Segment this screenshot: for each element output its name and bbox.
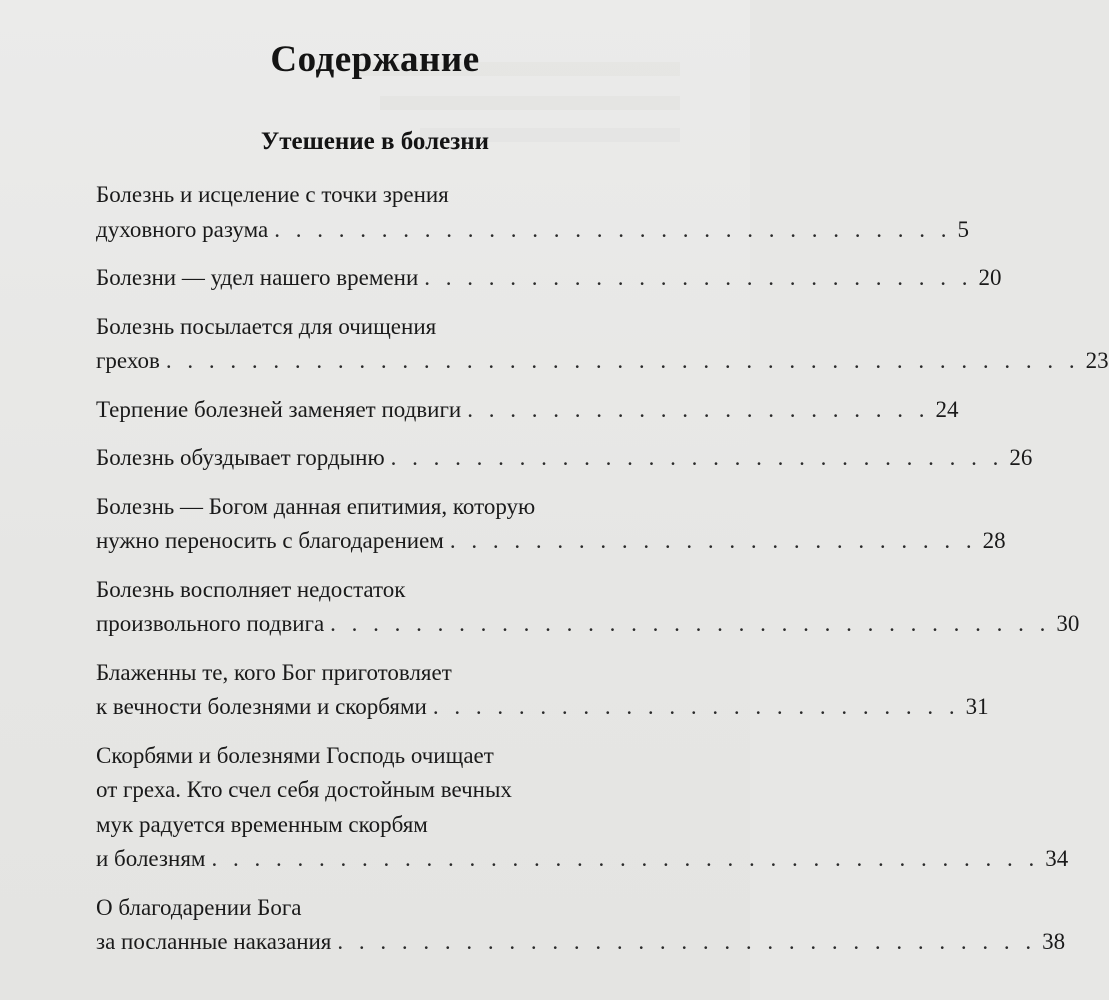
toc-entry-text: произвольного подвига — [96, 611, 325, 636]
toc-dot-leader: . . . . . . . . . . . . . . . . . . . . . . . . . . . . . . . . . . . . . . . — [211, 846, 1040, 871]
toc-entry-text: за посланные наказания — [96, 929, 332, 954]
toc-entry-line: Болезнь восполняет недостаток — [96, 576, 406, 602]
toc-entry[interactable] — [96, 573, 1080, 642]
toc-entry[interactable] — [96, 656, 989, 725]
toc-entry[interactable] — [96, 891, 1066, 960]
toc-entry-line: Скорбями и болезнями Господь очищает — [96, 742, 494, 768]
toc-dot-leader: . . . . . . . . . . . . . . . . . . . . . . — [467, 396, 930, 422]
toc-page-number: 26 — [1009, 445, 1033, 470]
toc-page-number: 34 — [1045, 846, 1069, 871]
toc-entry-line: от греха. Кто счел себя достойным вечных — [96, 777, 512, 802]
toc-entry-text: и болезням — [96, 846, 206, 871]
toc-dot-leader: . . . . . . . . . . . . . . . . . . . . . . . . . . . . . . . . . . . . . . . . . . . — [165, 348, 1080, 373]
toc-page-number: 28 — [982, 528, 1006, 553]
section-title: Утешение в болезни — [260, 128, 490, 155]
toc-entry-text: Терпение болезней заменяет подвиги — [96, 396, 462, 422]
toc-dot-leader: . . . . . . . . . . . . . . . . . . . . . . . . . — [432, 694, 960, 719]
toc-entry-text: Болезнь обуздывает гордыню — [96, 445, 385, 470]
toc-dot-leader: . . . . . . . . . . . . . . . . . . . . . . . . . . — [424, 265, 973, 290]
toc-entry-text: духовного разума — [96, 216, 269, 242]
bleed-through-decoration — [380, 96, 680, 110]
toc-entry[interactable] — [96, 441, 1033, 476]
toc-page-number: 5 — [957, 216, 969, 242]
toc-page-number: 38 — [1042, 929, 1066, 954]
toc-entry[interactable] — [96, 739, 1069, 877]
toc-entry-text: Болезни — удел нашего времени — [96, 265, 419, 290]
toc-dot-leader: . . . . . . . . . . . . . . . . . . . . . . . . . — [449, 528, 977, 553]
page-title: Содержание — [270, 39, 480, 80]
toc-entry[interactable] — [96, 310, 1109, 379]
toc-entry-line: мук радуется временным скорбям — [96, 811, 428, 837]
toc-dot-leader: . . . . . . . . . . . . . . . . . . . . . . . . . . . . . . . . — [274, 216, 952, 242]
toc-entry-text: нужно переносить с благодарением — [96, 528, 444, 553]
toc-page-number: 20 — [978, 265, 1002, 290]
toc-dot-leader: . . . . . . . . . . . . . . . . . . . . . . . . . . . . . . . . . — [337, 929, 1037, 954]
toc-entry-text: грехов — [96, 348, 160, 373]
toc-entry[interactable] — [96, 393, 959, 428]
toc-entry-line: Блаженны те, кого Бог приготовляет — [96, 659, 452, 685]
toc-entry-text: к вечности болезнями и скорбями — [96, 694, 427, 719]
toc-entry[interactable] — [96, 490, 1006, 559]
toc-dot-leader: . . . . . . . . . . . . . . . . . . . . . . . . . . . . . . . . . . — [330, 611, 1051, 636]
toc-entry-line: Болезнь — Богом данная епитимия, которую — [96, 493, 536, 519]
toc-page-number: 31 — [965, 694, 989, 719]
toc-entry-line: Болезнь и исцеление с точки зрения — [96, 182, 449, 207]
toc-entry[interactable] — [96, 178, 969, 247]
toc-dot-leader: . . . . . . . . . . . . . . . . . . . . . . . . . . . . . — [390, 445, 1004, 470]
toc-page-number: 24 — [935, 396, 959, 422]
toc-entry-line: О благодарении Бога — [96, 894, 302, 920]
toc-entry-line: Болезнь посылается для очищения — [96, 313, 437, 339]
toc-page-number: 30 — [1056, 611, 1080, 636]
toc-page-number: 23 — [1085, 348, 1109, 373]
toc-entry[interactable] — [96, 261, 1002, 296]
table-of-contents — [96, 178, 1109, 974]
